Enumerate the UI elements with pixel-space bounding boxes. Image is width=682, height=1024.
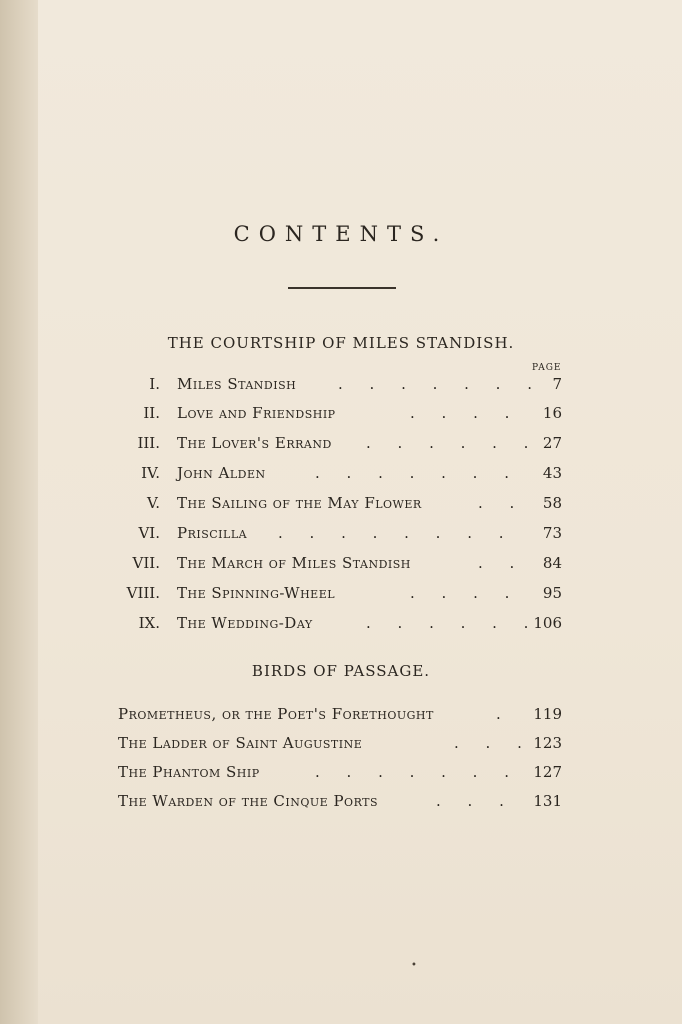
entry-title: Miles Standish	[177, 375, 297, 393]
section-heading-birds: BIRDS OF PASSAGE.	[251, 662, 431, 680]
toc-entry[interactable]	[0, 763, 682, 787]
ink-speck: •	[411, 960, 417, 971]
entry-numeral: II.	[143, 404, 160, 422]
entry-page: 95	[542, 584, 562, 602]
toc-entry[interactable]	[0, 734, 682, 758]
entry-title: The Phantom Ship	[118, 763, 260, 781]
toc-entry[interactable]	[0, 705, 682, 729]
toc-entry[interactable]	[0, 375, 682, 399]
dot-leader: . . .	[454, 734, 533, 752]
entry-page: 58	[542, 494, 562, 512]
entry-title: Prometheus, or the Poet's Forethought	[118, 705, 434, 723]
dot-leader: . . .	[436, 792, 515, 810]
entry-title: The Sailing of the May Flower	[177, 494, 422, 512]
entry-title: John Alden	[177, 464, 266, 482]
toc-entry[interactable]	[0, 524, 682, 548]
entry-numeral: V.	[147, 494, 160, 512]
entry-title: Love and Friendship	[177, 404, 336, 422]
toc-entry[interactable]	[0, 614, 682, 638]
entry-title: The Spinning-Wheel	[177, 584, 336, 602]
entry-page: 16	[542, 404, 562, 422]
toc-entry[interactable]	[0, 584, 682, 608]
entry-title: The Ladder of Saint Augustine	[118, 734, 363, 752]
entry-title: The March of Miles Standish	[177, 554, 411, 572]
entry-page: 127	[533, 763, 562, 781]
entry-title: Priscilla	[177, 524, 248, 542]
dot-leader: . . . . . . .	[338, 375, 543, 393]
dot-leader: . . . . . .	[366, 434, 540, 452]
entry-title: The Wedding-Day	[177, 614, 313, 632]
dot-leader: . . . . . .	[366, 614, 540, 632]
entry-page: 27	[542, 434, 562, 452]
dot-leader: . . . .	[410, 584, 521, 602]
entry-numeral: IV.	[141, 464, 160, 482]
page-column-label: PAGE	[532, 363, 562, 373]
entry-page: 106	[533, 614, 562, 632]
toc-entry[interactable]	[0, 554, 682, 578]
entry-numeral: VII.	[132, 554, 160, 572]
dot-leader: . .	[478, 554, 526, 572]
title-rule	[288, 287, 396, 289]
section-heading-courtship: THE COURTSHIP OF MILES STANDISH.	[167, 334, 515, 352]
dot-leader: . . . . . . . .	[278, 524, 515, 542]
entry-numeral: VI.	[138, 524, 160, 542]
entry-page: 119	[533, 705, 562, 723]
dot-leader: . .	[478, 494, 526, 512]
contents-title: CONTENTS.	[233, 222, 449, 246]
entry-title: The Warden of the Cinque Ports	[118, 792, 379, 810]
toc-entry[interactable]	[0, 434, 682, 458]
dot-leader: . . . . . . .	[315, 464, 520, 482]
toc-entry[interactable]	[0, 464, 682, 488]
entry-page: 123	[533, 734, 562, 752]
entry-page: 84	[542, 554, 562, 572]
entry-numeral: IX.	[138, 614, 160, 632]
dot-leader: . . . . . . .	[315, 763, 520, 781]
entry-numeral: III.	[137, 434, 160, 452]
entry-title: The Lover's Errand	[177, 434, 332, 452]
entry-page: 131	[533, 792, 562, 810]
entry-numeral: VIII.	[126, 584, 160, 602]
toc-entry[interactable]	[0, 792, 682, 816]
entry-page: 43	[542, 464, 562, 482]
entry-numeral: I.	[149, 375, 160, 393]
dot-leader: .	[496, 705, 512, 723]
entry-page: 7	[552, 375, 562, 393]
toc-entry[interactable]	[0, 494, 682, 518]
dot-leader: . . . .	[410, 404, 521, 422]
toc-entry[interactable]	[0, 404, 682, 428]
entry-page: 73	[542, 524, 562, 542]
